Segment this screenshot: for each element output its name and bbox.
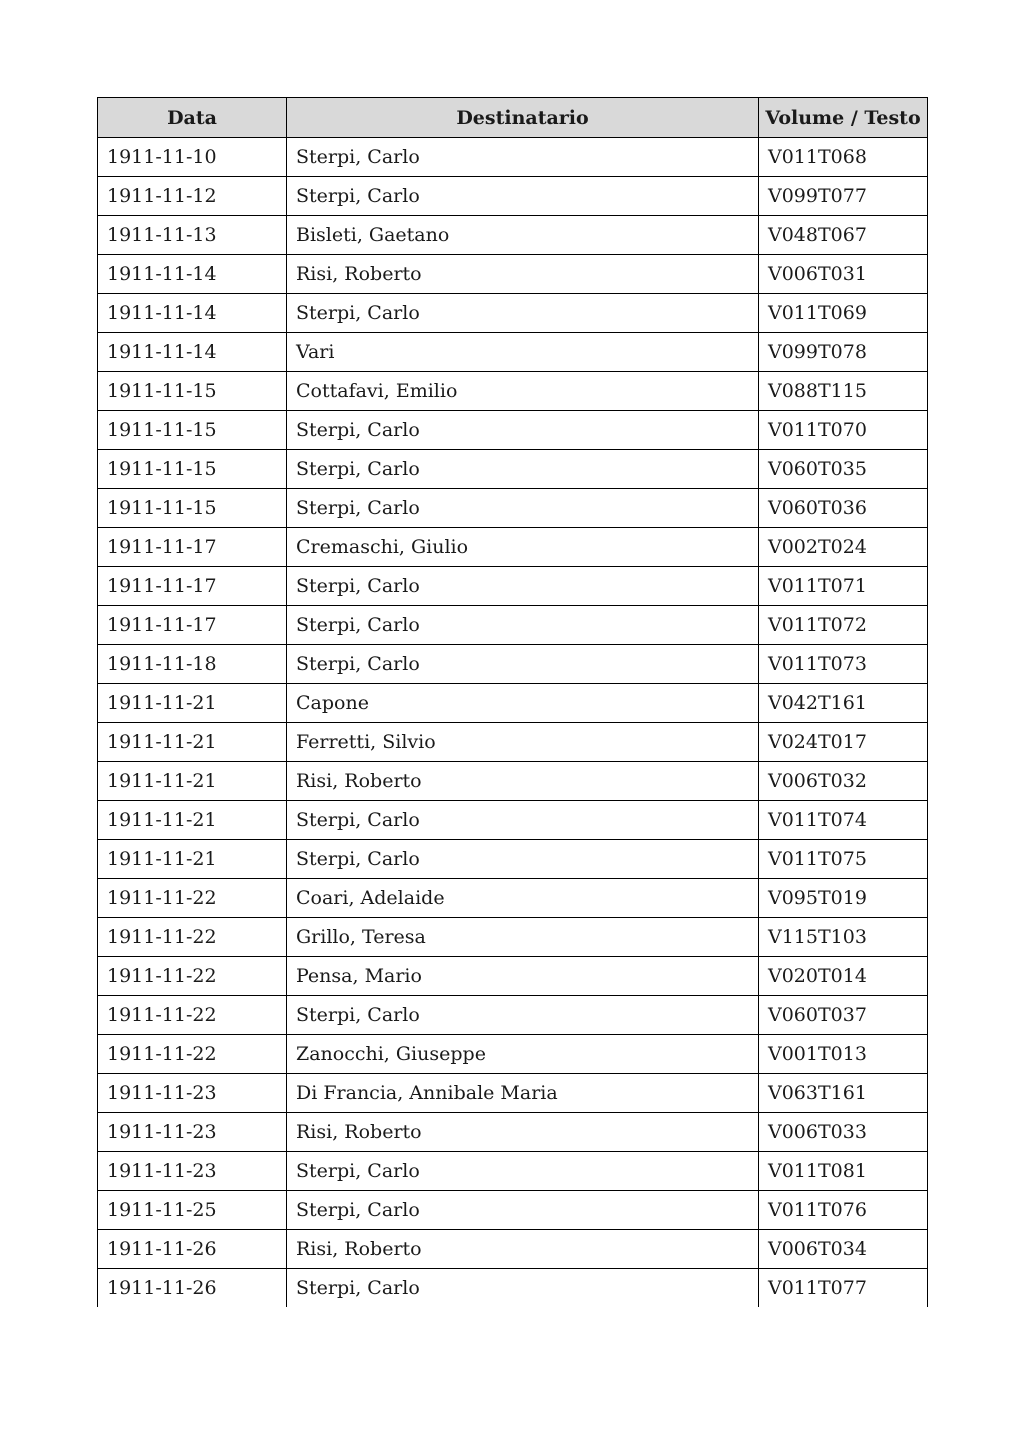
cell-recipient: Sterpi, Carlo bbox=[287, 489, 759, 528]
table-row bbox=[98, 216, 928, 255]
cell-volume-text: V099T077 bbox=[759, 177, 928, 216]
cell-date: 1911-11-21 bbox=[98, 723, 287, 762]
cell-volume-text: V001T013 bbox=[759, 1035, 928, 1074]
cell-recipient: Di Francia, Annibale Maria bbox=[287, 1074, 759, 1113]
cell-recipient: Sterpi, Carlo bbox=[287, 138, 759, 177]
table-header bbox=[98, 98, 928, 138]
cell-recipient: Bisleti, Gaetano bbox=[287, 216, 759, 255]
cell-date: 1911-11-23 bbox=[98, 1152, 287, 1191]
cell-recipient: Sterpi, Carlo bbox=[287, 567, 759, 606]
cell-volume-text: V006T032 bbox=[759, 762, 928, 801]
table-row bbox=[98, 645, 928, 684]
cell-volume-text: V006T034 bbox=[759, 1230, 928, 1269]
letters-table bbox=[97, 97, 928, 1307]
cell-date: 1911-11-21 bbox=[98, 840, 287, 879]
table-row bbox=[98, 372, 928, 411]
table-row bbox=[98, 957, 928, 996]
table-row bbox=[98, 723, 928, 762]
cell-volume-text: V060T036 bbox=[759, 489, 928, 528]
cell-recipient: Grillo, Teresa bbox=[287, 918, 759, 957]
table-row bbox=[98, 489, 928, 528]
table-row bbox=[98, 918, 928, 957]
table-row bbox=[98, 762, 928, 801]
table-row bbox=[98, 684, 928, 723]
table-row bbox=[98, 1191, 928, 1230]
cell-volume-text: V042T161 bbox=[759, 684, 928, 723]
cell-volume-text: V011T075 bbox=[759, 840, 928, 879]
cell-volume-text: V011T073 bbox=[759, 645, 928, 684]
cell-volume-text: V011T070 bbox=[759, 411, 928, 450]
cell-date: 1911-11-15 bbox=[98, 489, 287, 528]
cell-date: 1911-11-21 bbox=[98, 762, 287, 801]
cell-volume-text: V063T161 bbox=[759, 1074, 928, 1113]
cell-date: 1911-11-14 bbox=[98, 255, 287, 294]
table-row bbox=[98, 177, 928, 216]
cell-recipient: Vari bbox=[287, 333, 759, 372]
table-row bbox=[98, 801, 928, 840]
table-row bbox=[98, 1230, 928, 1269]
table-row bbox=[98, 1152, 928, 1191]
cell-volume-text: V088T115 bbox=[759, 372, 928, 411]
cell-recipient: Sterpi, Carlo bbox=[287, 840, 759, 879]
cell-date: 1911-11-22 bbox=[98, 918, 287, 957]
column-header-data: Data bbox=[98, 98, 287, 138]
cell-date: 1911-11-18 bbox=[98, 645, 287, 684]
cell-volume-text: V011T069 bbox=[759, 294, 928, 333]
cell-date: 1911-11-23 bbox=[98, 1113, 287, 1152]
table-row bbox=[98, 567, 928, 606]
cell-volume-text: V024T017 bbox=[759, 723, 928, 762]
cell-recipient: Sterpi, Carlo bbox=[287, 1269, 759, 1308]
cell-recipient: Sterpi, Carlo bbox=[287, 1191, 759, 1230]
cell-volume-text: V011T074 bbox=[759, 801, 928, 840]
cell-recipient: Pensa, Mario bbox=[287, 957, 759, 996]
cell-date: 1911-11-21 bbox=[98, 801, 287, 840]
cell-date: 1911-11-12 bbox=[98, 177, 287, 216]
cell-date: 1911-11-17 bbox=[98, 606, 287, 645]
table-row bbox=[98, 1113, 928, 1152]
cell-volume-text: V011T081 bbox=[759, 1152, 928, 1191]
cell-volume-text: V006T033 bbox=[759, 1113, 928, 1152]
cell-recipient: Cottafavi, Emilio bbox=[287, 372, 759, 411]
cell-date: 1911-11-22 bbox=[98, 996, 287, 1035]
cell-date: 1911-11-10 bbox=[98, 138, 287, 177]
cell-date: 1911-11-17 bbox=[98, 567, 287, 606]
cell-volume-text: V011T077 bbox=[759, 1269, 928, 1308]
cell-recipient: Capone bbox=[287, 684, 759, 723]
cell-date: 1911-11-14 bbox=[98, 294, 287, 333]
table-row bbox=[98, 294, 928, 333]
cell-volume-text: V011T072 bbox=[759, 606, 928, 645]
cell-volume-text: V115T103 bbox=[759, 918, 928, 957]
cell-recipient: Zanocchi, Giuseppe bbox=[287, 1035, 759, 1074]
cell-date: 1911-11-15 bbox=[98, 411, 287, 450]
table-row bbox=[98, 528, 928, 567]
cell-volume-text: V006T031 bbox=[759, 255, 928, 294]
cell-volume-text: V011T076 bbox=[759, 1191, 928, 1230]
cell-volume-text: V048T067 bbox=[759, 216, 928, 255]
cell-recipient: Sterpi, Carlo bbox=[287, 450, 759, 489]
cell-date: 1911-11-25 bbox=[98, 1191, 287, 1230]
cell-recipient: Risi, Roberto bbox=[287, 762, 759, 801]
cell-date: 1911-11-14 bbox=[98, 333, 287, 372]
cell-volume-text: V060T035 bbox=[759, 450, 928, 489]
table-row bbox=[98, 333, 928, 372]
cell-recipient: Sterpi, Carlo bbox=[287, 645, 759, 684]
cell-date: 1911-11-13 bbox=[98, 216, 287, 255]
header-row bbox=[98, 98, 928, 138]
cell-recipient: Risi, Roberto bbox=[287, 1230, 759, 1269]
cell-date: 1911-11-22 bbox=[98, 879, 287, 918]
cell-date: 1911-11-22 bbox=[98, 957, 287, 996]
table-row bbox=[98, 255, 928, 294]
table-row bbox=[98, 1269, 928, 1308]
table-row bbox=[98, 1035, 928, 1074]
cell-volume-text: V095T019 bbox=[759, 879, 928, 918]
cell-volume-text: V020T014 bbox=[759, 957, 928, 996]
cell-volume-text: V002T024 bbox=[759, 528, 928, 567]
cell-recipient: Sterpi, Carlo bbox=[287, 177, 759, 216]
table-row bbox=[98, 1074, 928, 1113]
cell-date: 1911-11-15 bbox=[98, 450, 287, 489]
cell-date: 1911-11-23 bbox=[98, 1074, 287, 1113]
cell-volume-text: V011T071 bbox=[759, 567, 928, 606]
cell-recipient: Sterpi, Carlo bbox=[287, 606, 759, 645]
cell-date: 1911-11-26 bbox=[98, 1269, 287, 1308]
cell-volume-text: V099T078 bbox=[759, 333, 928, 372]
cell-date: 1911-11-21 bbox=[98, 684, 287, 723]
cell-recipient: Sterpi, Carlo bbox=[287, 801, 759, 840]
cell-recipient: Risi, Roberto bbox=[287, 1113, 759, 1152]
cell-recipient: Cremaschi, Giulio bbox=[287, 528, 759, 567]
table-row bbox=[98, 411, 928, 450]
column-header-volume-testo: Volume / Testo bbox=[759, 98, 928, 138]
table-row bbox=[98, 450, 928, 489]
cell-recipient: Sterpi, Carlo bbox=[287, 294, 759, 333]
cell-volume-text: V060T037 bbox=[759, 996, 928, 1035]
cell-date: 1911-11-17 bbox=[98, 528, 287, 567]
table-row bbox=[98, 606, 928, 645]
cell-recipient: Coari, Adelaide bbox=[287, 879, 759, 918]
table-row bbox=[98, 879, 928, 918]
table-row bbox=[98, 996, 928, 1035]
cell-date: 1911-11-15 bbox=[98, 372, 287, 411]
table-row bbox=[98, 840, 928, 879]
cell-recipient: Sterpi, Carlo bbox=[287, 411, 759, 450]
cell-recipient: Ferretti, Silvio bbox=[287, 723, 759, 762]
cell-volume-text: V011T068 bbox=[759, 138, 928, 177]
cell-date: 1911-11-26 bbox=[98, 1230, 287, 1269]
cell-date: 1911-11-22 bbox=[98, 1035, 287, 1074]
cell-recipient: Risi, Roberto bbox=[287, 255, 759, 294]
table-body bbox=[98, 138, 928, 1308]
cell-recipient: Sterpi, Carlo bbox=[287, 996, 759, 1035]
cell-recipient: Sterpi, Carlo bbox=[287, 1152, 759, 1191]
column-header-destinatario: Destinatario bbox=[287, 98, 759, 138]
table-row bbox=[98, 138, 928, 177]
